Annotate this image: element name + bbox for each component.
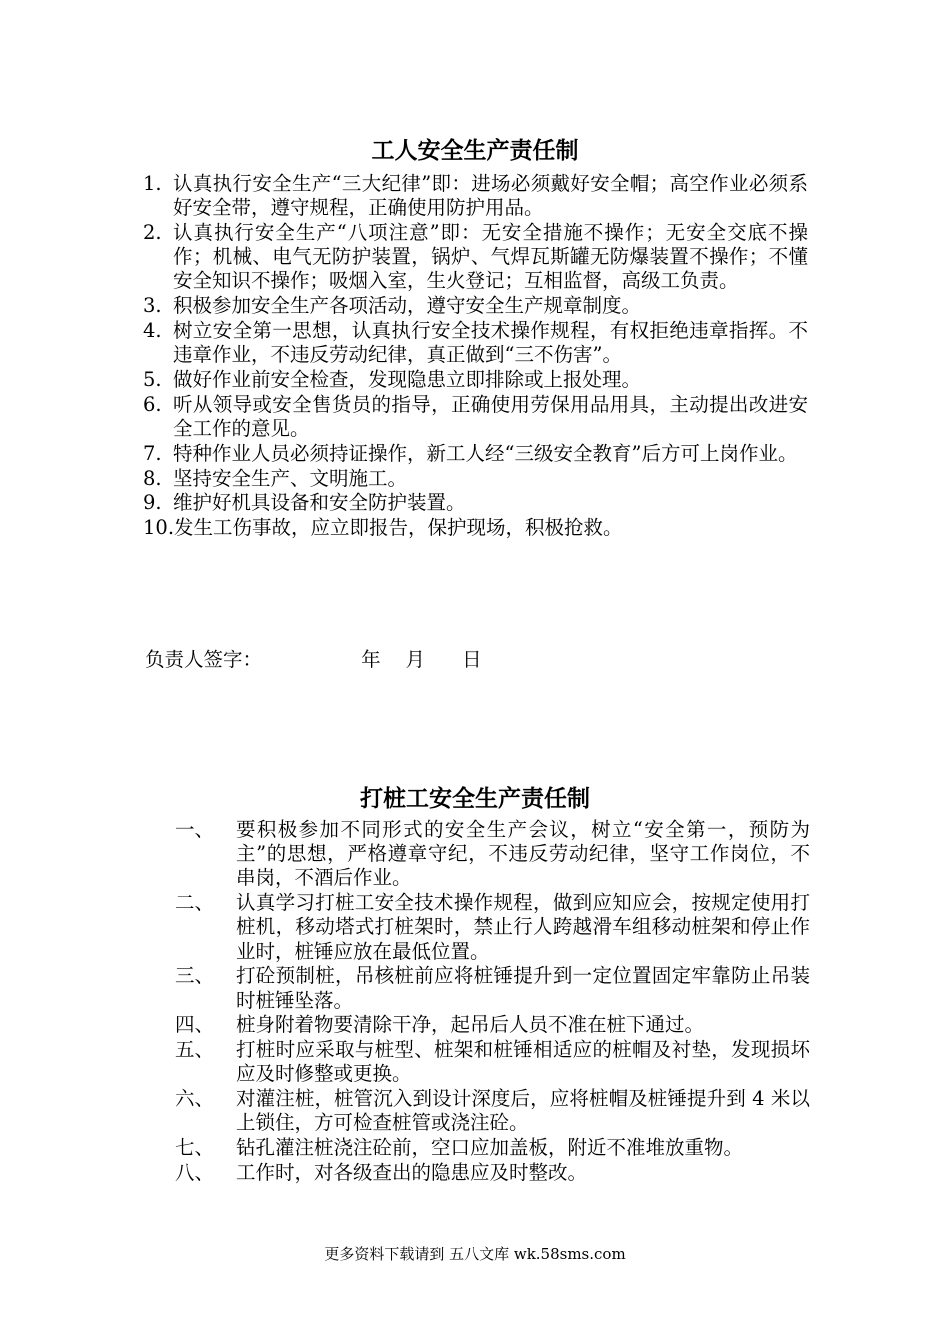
item-text: 特种作业人员必须持证操作，新工人经“三级安全教育”后方可上岗作业。 [173, 441, 798, 465]
section1-title: 工人安全生产责任制 [371, 137, 579, 164]
list-item [143, 467, 808, 491]
item-number: 2. [143, 221, 162, 244]
list-item [175, 1087, 810, 1135]
item-number: 4. [143, 319, 162, 342]
item-text: 要积极参加不同形式的安全生产会议，树立“安全第一，预防为主”的思想，严格遵章守纪，不违反劳动纪律，坚守工作岗位，不串岗，不酒后作业。 [236, 818, 810, 890]
item-text: 对灌注桩，桩管沉入到设计深度后，应将桩帽及桩锤提升到 4 米以上锁住，方可检查桩管或浇注砼。 [236, 1087, 810, 1135]
section1-list [143, 172, 808, 541]
item-number: 八、 [175, 1161, 215, 1184]
item-number: 五、 [175, 1038, 215, 1062]
list-item [175, 1136, 810, 1160]
item-text: 认真执行安全生产“八项注意”即：无安全措施不操作；无安全交底不操作；机械、电气无防护装置，锅炉、气焊瓦斯罐无防爆装置不操作；不懂安全知识不操作；吸烟入室，生火登记；互相监督，高级工负责。 [173, 221, 808, 293]
item-number: 七、 [175, 1136, 215, 1160]
item-number: 六、 [175, 1087, 215, 1111]
item-text: 听从领导或安全售货员的指导，正确使用劳保用品用具，主动提出改进安全工作的意见。 [173, 392, 808, 440]
item-text: 积极参加安全生产各项活动，遵守安全生产规章制度。 [173, 294, 642, 318]
item-text: 桩身附着物要清除干净，起吊后人员不准在桩下通过。 [236, 1013, 705, 1037]
item-number: 8. [143, 466, 162, 490]
item-text: 维护好机具设备和安全防护装置。 [173, 491, 466, 515]
list-item [175, 1038, 810, 1086]
item-text: 认真执行安全生产“三大纪律”即：进场必须戴好安全帽；高空作业必须系好安全带，遵守规程，正确使用防护用品。 [173, 172, 808, 220]
list-item [143, 319, 808, 367]
item-text: 树立安全第一思想，认真执行安全技术操作规程，有权拒绝违章指挥。不违章作业，不违反劳动纪律，真正做到“三不伤害”。 [173, 319, 808, 367]
list-item [143, 516, 808, 540]
item-text: 工作时，对各级查出的隐患应及时整改。 [236, 1161, 588, 1184]
section2-title: 打桩工安全生产责任制 [360, 785, 590, 812]
item-number: 1. [143, 172, 162, 195]
list-item [143, 172, 808, 220]
list-item [175, 964, 810, 1012]
item-text: 发生工伤事故，应立即报告，保护现场，积极抢救。 [174, 516, 623, 540]
list-item [143, 294, 808, 318]
list-item [143, 491, 808, 515]
list-item [175, 1161, 810, 1185]
item-number: 9. [143, 491, 162, 515]
list-item [143, 393, 808, 441]
list-item [143, 368, 808, 392]
item-text: 坚持安全生产、文明施工。 [173, 466, 408, 490]
list-item [175, 818, 810, 891]
item-number: 三、 [175, 964, 215, 988]
item-text: 做好作业前安全检查，发现隐患立即排除或上报处理。 [173, 368, 642, 391]
item-number: 3. [143, 294, 162, 318]
section2-list [175, 818, 810, 1186]
item-number: 5. [143, 368, 162, 391]
item-number: 10. [143, 516, 175, 540]
list-item [175, 891, 810, 964]
item-number: 一、 [175, 818, 215, 841]
item-number: 二、 [175, 891, 215, 915]
item-text: 打桩时应采取与桩型、桩架和桩锤相适应的桩帽及衬垫，发现损坏应及时修整或更换。 [236, 1038, 810, 1086]
item-number: 6. [143, 392, 162, 416]
list-item [143, 442, 808, 466]
list-item [175, 1013, 810, 1037]
item-number: 四、 [175, 1013, 215, 1037]
list-item [143, 221, 808, 294]
footer-note: 更多资料下载请到 五八文库 wk.58sms.com [324, 1245, 626, 1263]
signature-line: 负责人签字： 年 月 日 [145, 648, 482, 671]
item-text: 钻孔灌注桩浇注砼前，空口应加盖板，附近不准堆放重物。 [236, 1136, 744, 1160]
item-text: 认真学习打桩工安全技术操作规程，做到应知应会，按规定使用打桩机，移动塔式打桩架时，禁止行人跨越滑车组移动桩架和停止作业时，桩锤应放在最低位置。 [236, 891, 810, 963]
item-text: 打砼预制桩，吊核桩前应将桩锤提升到一定位置固定牢靠防止吊装时桩锤坠落。 [236, 964, 810, 1012]
item-number: 7. [143, 441, 162, 465]
